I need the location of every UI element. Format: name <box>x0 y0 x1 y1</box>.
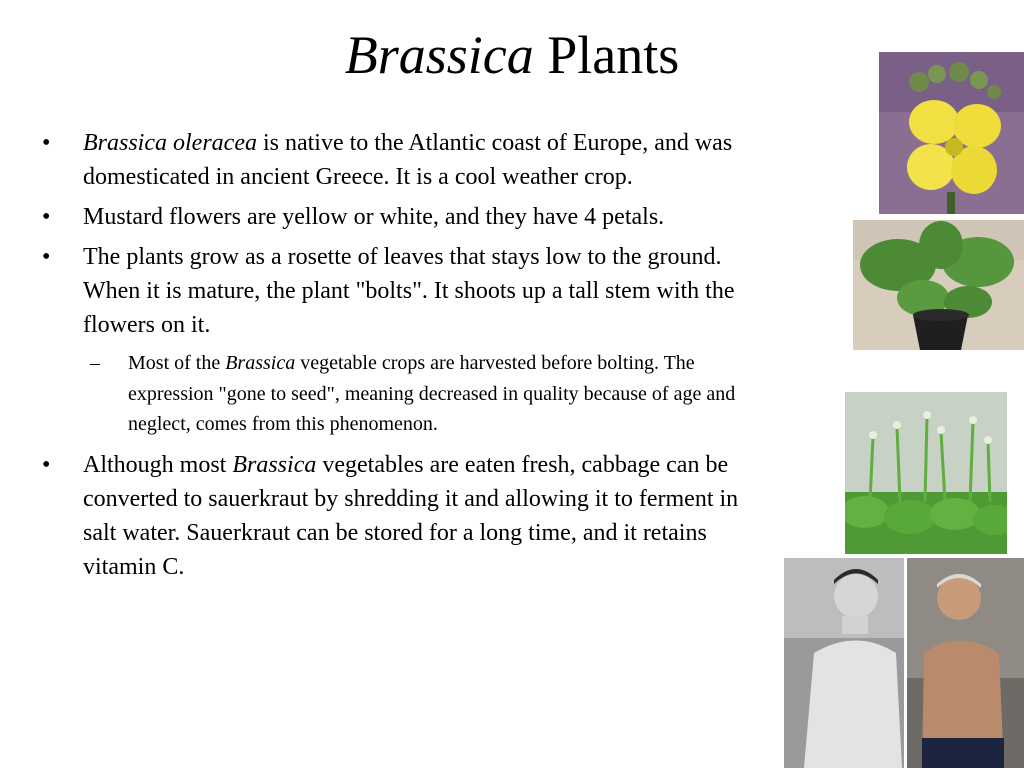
young-and-old-man-photo <box>784 558 1024 768</box>
bullet-italic-text: Brassica <box>232 451 317 478</box>
bullet-text: Although most <box>83 451 233 478</box>
bullet-text: The plants grow as a rosette of leaves that stays low to the ground. When it is mature, the plant "bolts". It shoots up a tall stem with the flowers on it. <box>83 244 735 338</box>
bullet-marker: • <box>42 244 51 270</box>
sub-bullet-item <box>42 348 762 440</box>
slide-title-italic: Brassica <box>344 25 534 85</box>
sub-bullet-text: vegetable crops are harvested before bolting. The expression "gone to seed", meaning decreased in quality because of age and neglect, comes from this phenomenon. <box>128 352 736 435</box>
sub-bullet-italic-text: Brassica <box>225 352 296 374</box>
potted-rosette-seedling-photo <box>853 220 1024 350</box>
sub-bullet-text: Most of the <box>128 352 226 374</box>
bullet-item <box>42 126 762 194</box>
bullet-marker: • <box>42 204 51 230</box>
bullet-item <box>42 448 762 584</box>
bullet-list <box>42 126 762 590</box>
yellow-mustard-flower-photo <box>879 52 1024 214</box>
bullet-text: vegetables are eaten fresh, cabbage can be converted to sauerkraut by shredding it and allowing it to ferment in salt water. Sauerkraut can be stored for a long time, and it retains vitamin C. <box>83 451 739 580</box>
bullet-text: is native to the Atlantic coast of Europe, and was domesticated in ancient Greece. It is a cool weather crop. <box>83 130 733 190</box>
bullet-marker: • <box>42 130 51 156</box>
bullet-text: Mustard flowers are yellow or white, and they have 4 petals. <box>83 204 665 230</box>
bolting-plants-photo <box>845 392 1007 554</box>
bullet-item <box>42 240 762 342</box>
bullet-marker: • <box>42 451 51 478</box>
slide-title <box>0 22 1024 88</box>
bullet-item <box>42 200 762 234</box>
slide-title-rest: Plants <box>533 25 680 85</box>
bullet-italic-text: Brassica oleracea <box>83 130 257 156</box>
sub-bullet-marker: – <box>90 352 100 374</box>
